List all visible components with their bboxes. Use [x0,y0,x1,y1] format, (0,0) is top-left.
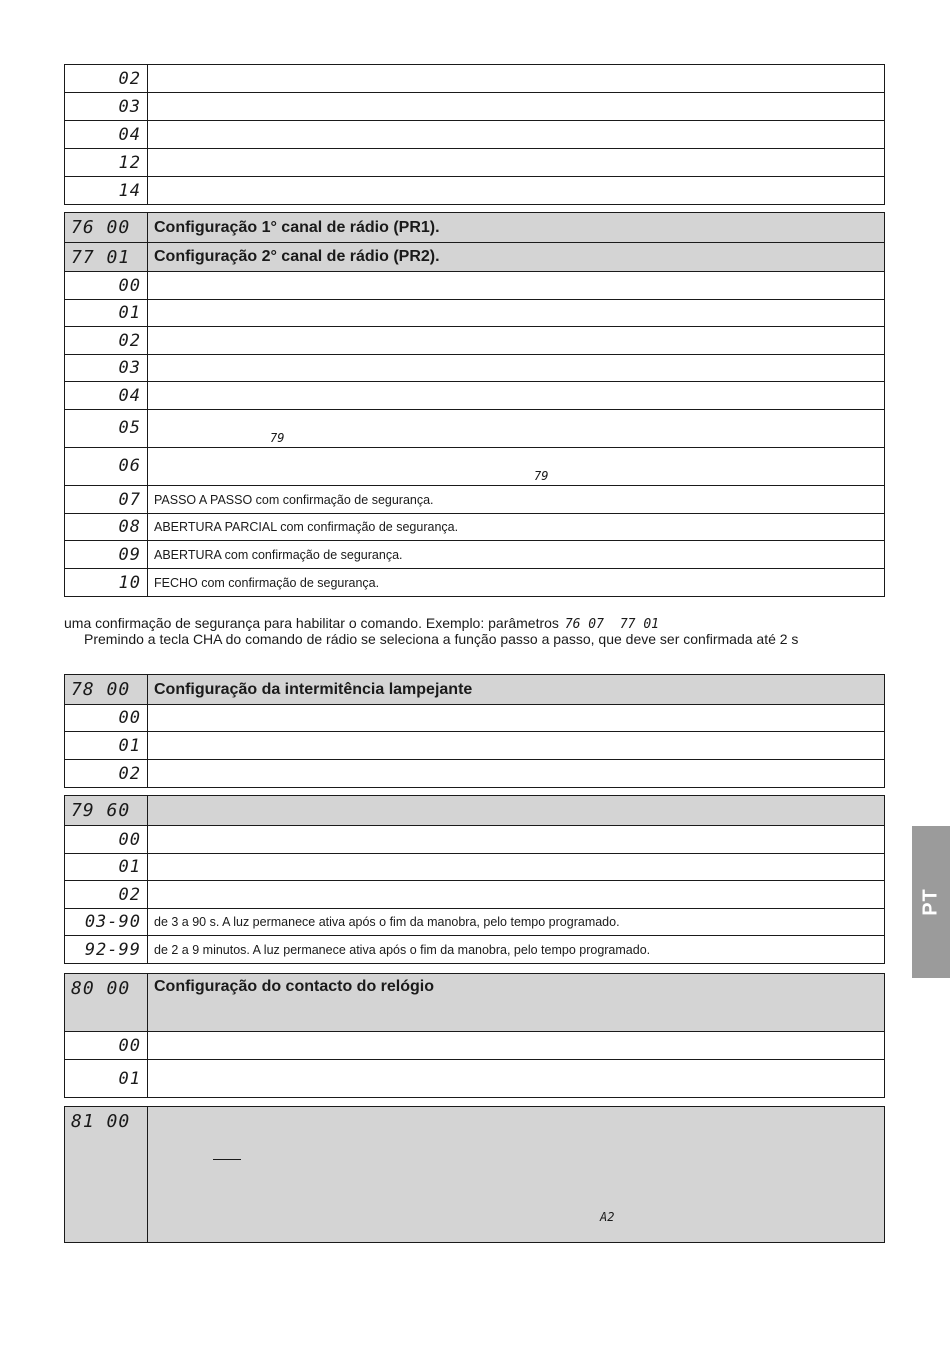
table-row [65,486,885,514]
underline-mark [213,1159,241,1160]
option-code: 03-90 [65,909,148,936]
option-code: 10 [65,569,148,597]
parameter-code: 78 00 [65,675,148,705]
option-description [148,149,885,177]
option-code: 07 [65,486,148,514]
option-description [148,272,885,300]
option-code: 03 [65,93,148,121]
option-code: 06 [65,448,148,486]
option-description [148,93,885,121]
table-header-row [65,796,885,826]
option-description [148,854,885,881]
option-code: 01 [65,300,148,327]
option-code: 92-99 [65,936,148,964]
option-description [148,355,885,382]
language-tab-label: PT [919,888,942,916]
option-code: 03 [65,355,148,382]
table-flashing-light-config [64,674,885,788]
parameter-title: Configuração 1° canal de rádio (PR1). [148,213,885,243]
option-description [148,826,885,854]
option-code: 02 [65,760,148,788]
option-code: 02 [65,65,148,93]
option-code: 00 [65,272,148,300]
note-text: uma confirmação de segurança para habilitar o comando. Exemplo: parâmetros [64,616,559,631]
option-description [148,881,885,909]
parameter-code: 79 60 [65,796,148,826]
table-row [65,909,885,936]
table-row [65,881,885,909]
parameter-title [148,796,885,826]
option-code: 00 [65,826,148,854]
table-row [65,854,885,881]
table-courtesy-light-config [64,795,885,964]
table-clock-contact-config [64,973,885,1098]
option-description [148,177,885,205]
option-description [148,448,885,486]
option-description [148,300,885,327]
option-description [148,1032,885,1060]
parameter-code: 81 00 [65,1107,148,1243]
table-row [65,826,885,854]
option-code: 04 [65,121,148,149]
parameter-title: Configuração da intermitência lampejante [148,675,885,705]
table-parameter-81 [64,1106,885,1243]
table-row [65,1032,885,1060]
inline-parameter-code: A2 [600,1210,615,1224]
option-description [148,65,885,93]
table-header-row [65,1107,885,1243]
table-row [65,382,885,410]
table-header-row [65,243,885,272]
table-row [65,760,885,788]
option-code: 02 [65,327,148,355]
option-description [148,732,885,760]
option-code: 05 [65,410,148,448]
inline-parameter-code: 79 [534,469,549,483]
option-code: 00 [65,705,148,732]
table-row [65,121,885,149]
table-row [65,327,885,355]
table-row [65,149,885,177]
table-row [65,355,885,382]
option-description [148,121,885,149]
option-description [148,327,885,355]
option-code: 00 [65,1032,148,1060]
option-description [148,1060,885,1098]
option-code: 02 [65,881,148,909]
inline-parameter-code: 76 07 [564,617,604,632]
option-code: 14 [65,177,148,205]
option-description: ABERTURA com confirmação de segurança. [148,541,885,569]
option-description [148,382,885,410]
option-code: 01 [65,1060,148,1098]
table-row [65,300,885,327]
table-header-row [65,213,885,243]
parameter-code: 80 00 [65,974,148,1032]
note-line-2: Premindo a tecla CHA do comando de rádio se seleciona a função passo a passo, que deve ser confirmada até 2 s [84,632,799,647]
inline-parameter-code: 77 01 [619,617,659,632]
option-description: ABERTURA PARCIAL com confirmação de segurança. [148,514,885,541]
option-code: 09 [65,541,148,569]
table-row [65,705,885,732]
option-description: FECHO com confirmação de segurança. [148,569,885,597]
table-header-row [65,974,885,1032]
language-tab [912,826,950,978]
option-code: 08 [65,514,148,541]
option-description [148,760,885,788]
parameter-code: 76 00 [65,213,148,243]
option-description [148,410,885,448]
table-row [65,93,885,121]
parameter-title: Configuração 2° canal de rádio (PR2). [148,243,885,272]
option-description [148,705,885,732]
table-row [65,732,885,760]
parameter-title: Configuração do contacto do relógio [148,974,885,1032]
table-row [65,177,885,205]
option-description: PASSO A PASSO com confirmação de segurança. [148,486,885,514]
parameter-description [148,1107,885,1243]
table-row [65,272,885,300]
option-code: 01 [65,732,148,760]
table-parameter-options-top [64,64,885,205]
table-header-row [65,675,885,705]
option-description: de 2 a 9 minutos. A luz permanece ativa após o fim da manobra, pelo tempo programado. [148,936,885,964]
table-row [65,569,885,597]
table-row [65,65,885,93]
option-code: 12 [65,149,148,177]
option-code: 04 [65,382,148,410]
table-row [65,936,885,964]
table-row [65,541,885,569]
table-row [65,1060,885,1098]
table-row [65,514,885,541]
option-code: 01 [65,854,148,881]
note-line-1 [64,616,894,632]
table-row [65,410,885,448]
option-description: de 3 a 90 s. A luz permanece ativa após o fim da manobra, pelo tempo programado. [148,909,885,936]
parameter-code: 77 01 [65,243,148,272]
inline-parameter-code: 79 [270,431,285,445]
table-radio-channel-config [64,212,885,597]
table-row [65,448,885,486]
